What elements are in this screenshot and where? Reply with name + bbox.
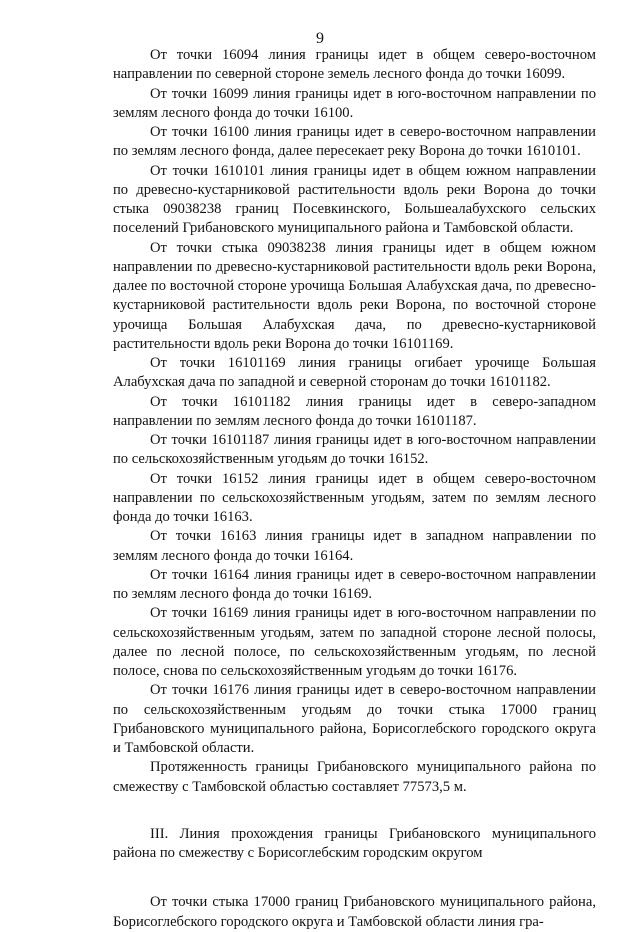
paragraph-point-1610101: От точки 1610101 линия границы идет в общем южном направлении по древесно-кустарниковой растительности вдоль реки Ворона до точки стыка 09038238 границ Посевкинского, Большеалабухского сельских поселений Грибановского муниципального района и Тамбовской области. xyxy=(113,162,596,237)
section-heading-iii: III. Линия прохождения границы Грибановского муниципального района по смежеству с Борисоглебским городским округом xyxy=(113,825,596,861)
paragraph-point-16152: От точки 16152 линия границы идет в общем северо-восточном направлении по сельскохозяйственным угодьям, затем по землям лесного фонда до точки 16163. xyxy=(113,470,596,525)
paragraph-point-16101182: От точки 16101182 линия границы идет в северо-западном направлении по землям лесного фонда до точки 16101187. xyxy=(113,393,596,429)
paragraph-point-16101187: От точки 16101187 линия границы идет в юго-восточном направлении по сельскохозяйственным угодьям до точки 16152. xyxy=(113,432,596,468)
paragraph-junction-17000: От точки стыка 17000 границ Грибановского муниципального района, Борисоглебского городского округа и Тамбовской области линия гра- xyxy=(113,894,596,930)
paragraph-boundary-length: Протяженность границы Грибановского муниципального района по смежеству с Тамбовской областью составляет 77573,5 м. xyxy=(113,759,596,795)
paragraph-point-16164: От точки 16164 линия границы идет в северо-восточном направлении по землям лесного фонда до точки 16169. xyxy=(113,566,596,602)
paragraph-point-16100: От точки 16100 линия границы идет в северо-восточном направлении по землям лесного фонда, далее пересекает реку Ворона до точки 1610101. xyxy=(113,124,596,160)
paragraph-point-16099: От точки 16099 линия границы идет в юго-восточном направлении по землям лесного фонда до точки 16100. xyxy=(113,85,596,121)
paragraph-point-16169: От точки 16169 линия границы идет в юго-восточном направлении по сельскохозяйственным угодьям, затем по западной стороне лесной полосы, далее по лесной полосе, по сельскохозяйственным угодьям, по лесной полосе, снова по сельскохозяйственным угодьям до точки 16176. xyxy=(113,605,596,679)
paragraph-point-16094: От точки 16094 линия границы идет в общем северо-восточном направлении по северной стороне земель лесного фонда до точки 16099. xyxy=(113,47,596,83)
paragraph-junction-09038238: От точки стыка 09038238 линия границы идет в общем южном направлении по древесно-кустарниковой растительности вдоль реки Ворона, далее по восточной стороне урочища Большая Алабухская дача, по древесно-кустарниковой растительности вдоль реки Ворона, по восточной стороне урочища Большая Алабухская дача, по древесно-кустарниковой растительности вдоль реки Ворона до точки 16101169. xyxy=(113,239,596,352)
paragraph-point-16163: От точки 16163 линия границы идет в западном направлении по землям лесного фонда до точки 16164. xyxy=(113,528,596,564)
document-body xyxy=(113,46,596,932)
paragraph-point-16101169: От точки 16101169 линия границы огибает урочище Большая Алабухская дача по западной и северной сторонам до точки 16101182. xyxy=(113,355,596,391)
paragraph-point-16176: От точки 16176 линия границы идет в северо-восточном направлении по сельскохозяйственным угодьям до точки стыка 17000 границ Грибановского муниципального района, Борисоглебского городского округа и Тамбовской области. xyxy=(113,682,596,756)
page-number: 9 xyxy=(316,30,324,47)
